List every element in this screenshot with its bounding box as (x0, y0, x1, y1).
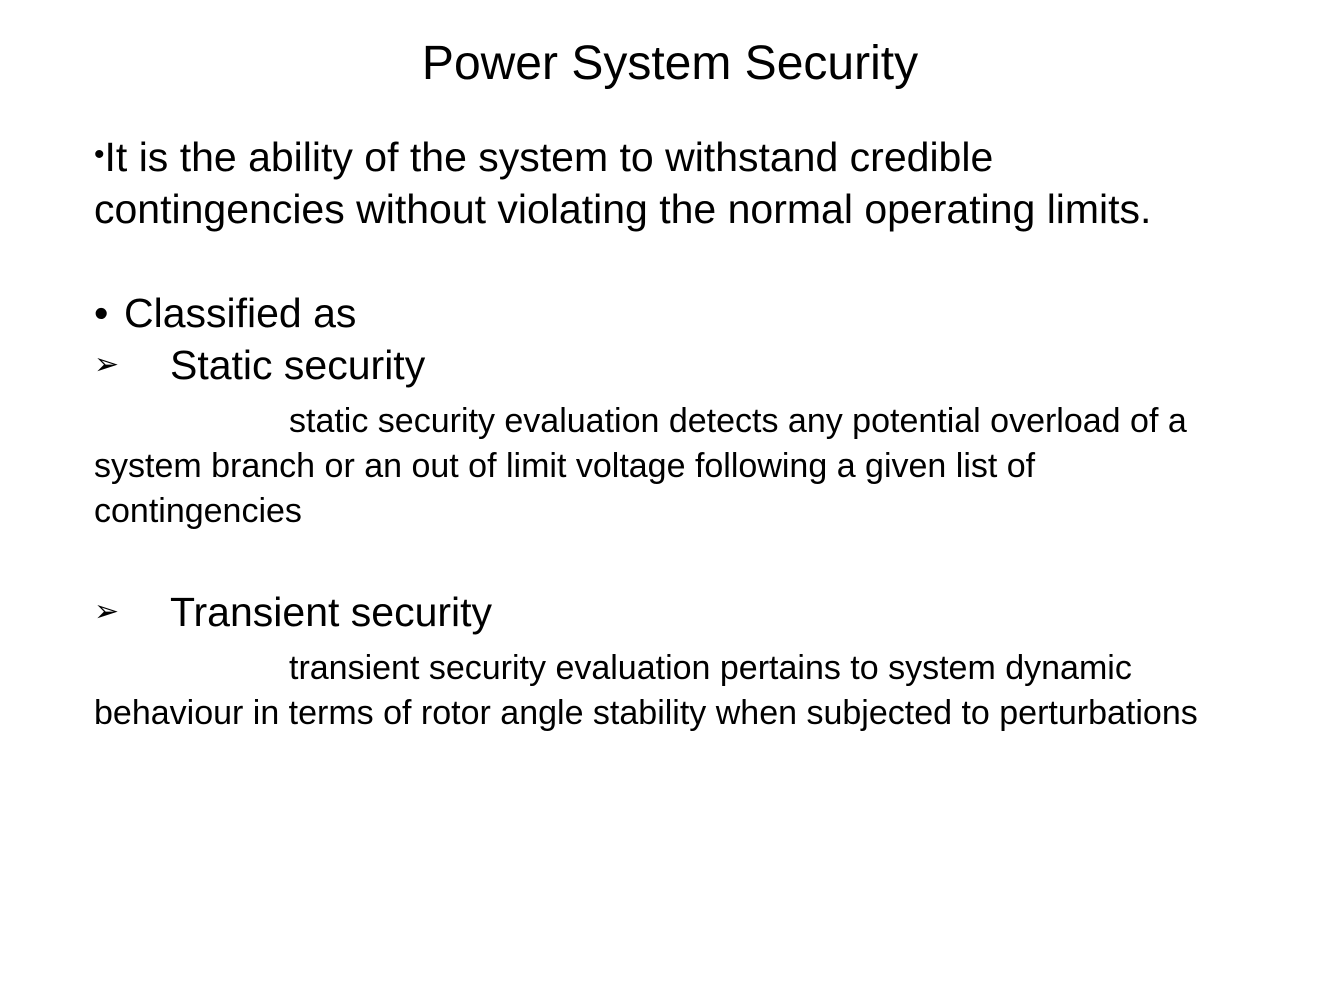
definition-paragraph (94, 131, 1254, 235)
bullet-icon: • (94, 138, 105, 171)
transient-security-label: Transient security (170, 589, 493, 635)
static-security-heading (94, 339, 1254, 391)
spacer (94, 534, 1254, 586)
slide-body (94, 131, 1254, 736)
slide-title: Power System Security (421, 37, 919, 90)
bullet-icon: • (94, 290, 109, 336)
static-security-label: Static security (170, 342, 426, 388)
transient-security-description: transient security evaluation pertains to system dynamic behaviour in terms of rotor angle stability when subjected to perturbations (94, 649, 1198, 732)
classified-line (94, 287, 1254, 339)
arrow-bullet-icon: ➢ (94, 595, 120, 628)
classified-text: Classified as (124, 290, 357, 336)
definition-text: It is the ability of the system to withstand credible contingencies without violating the normal operating limits. (94, 134, 1152, 232)
static-security-description: static security evaluation detects any potential overload of a system branch or an out of limit voltage following a given list of contingencies (94, 402, 1187, 530)
arrow-bullet-icon: ➢ (94, 348, 120, 381)
transient-security-heading (94, 586, 1254, 638)
